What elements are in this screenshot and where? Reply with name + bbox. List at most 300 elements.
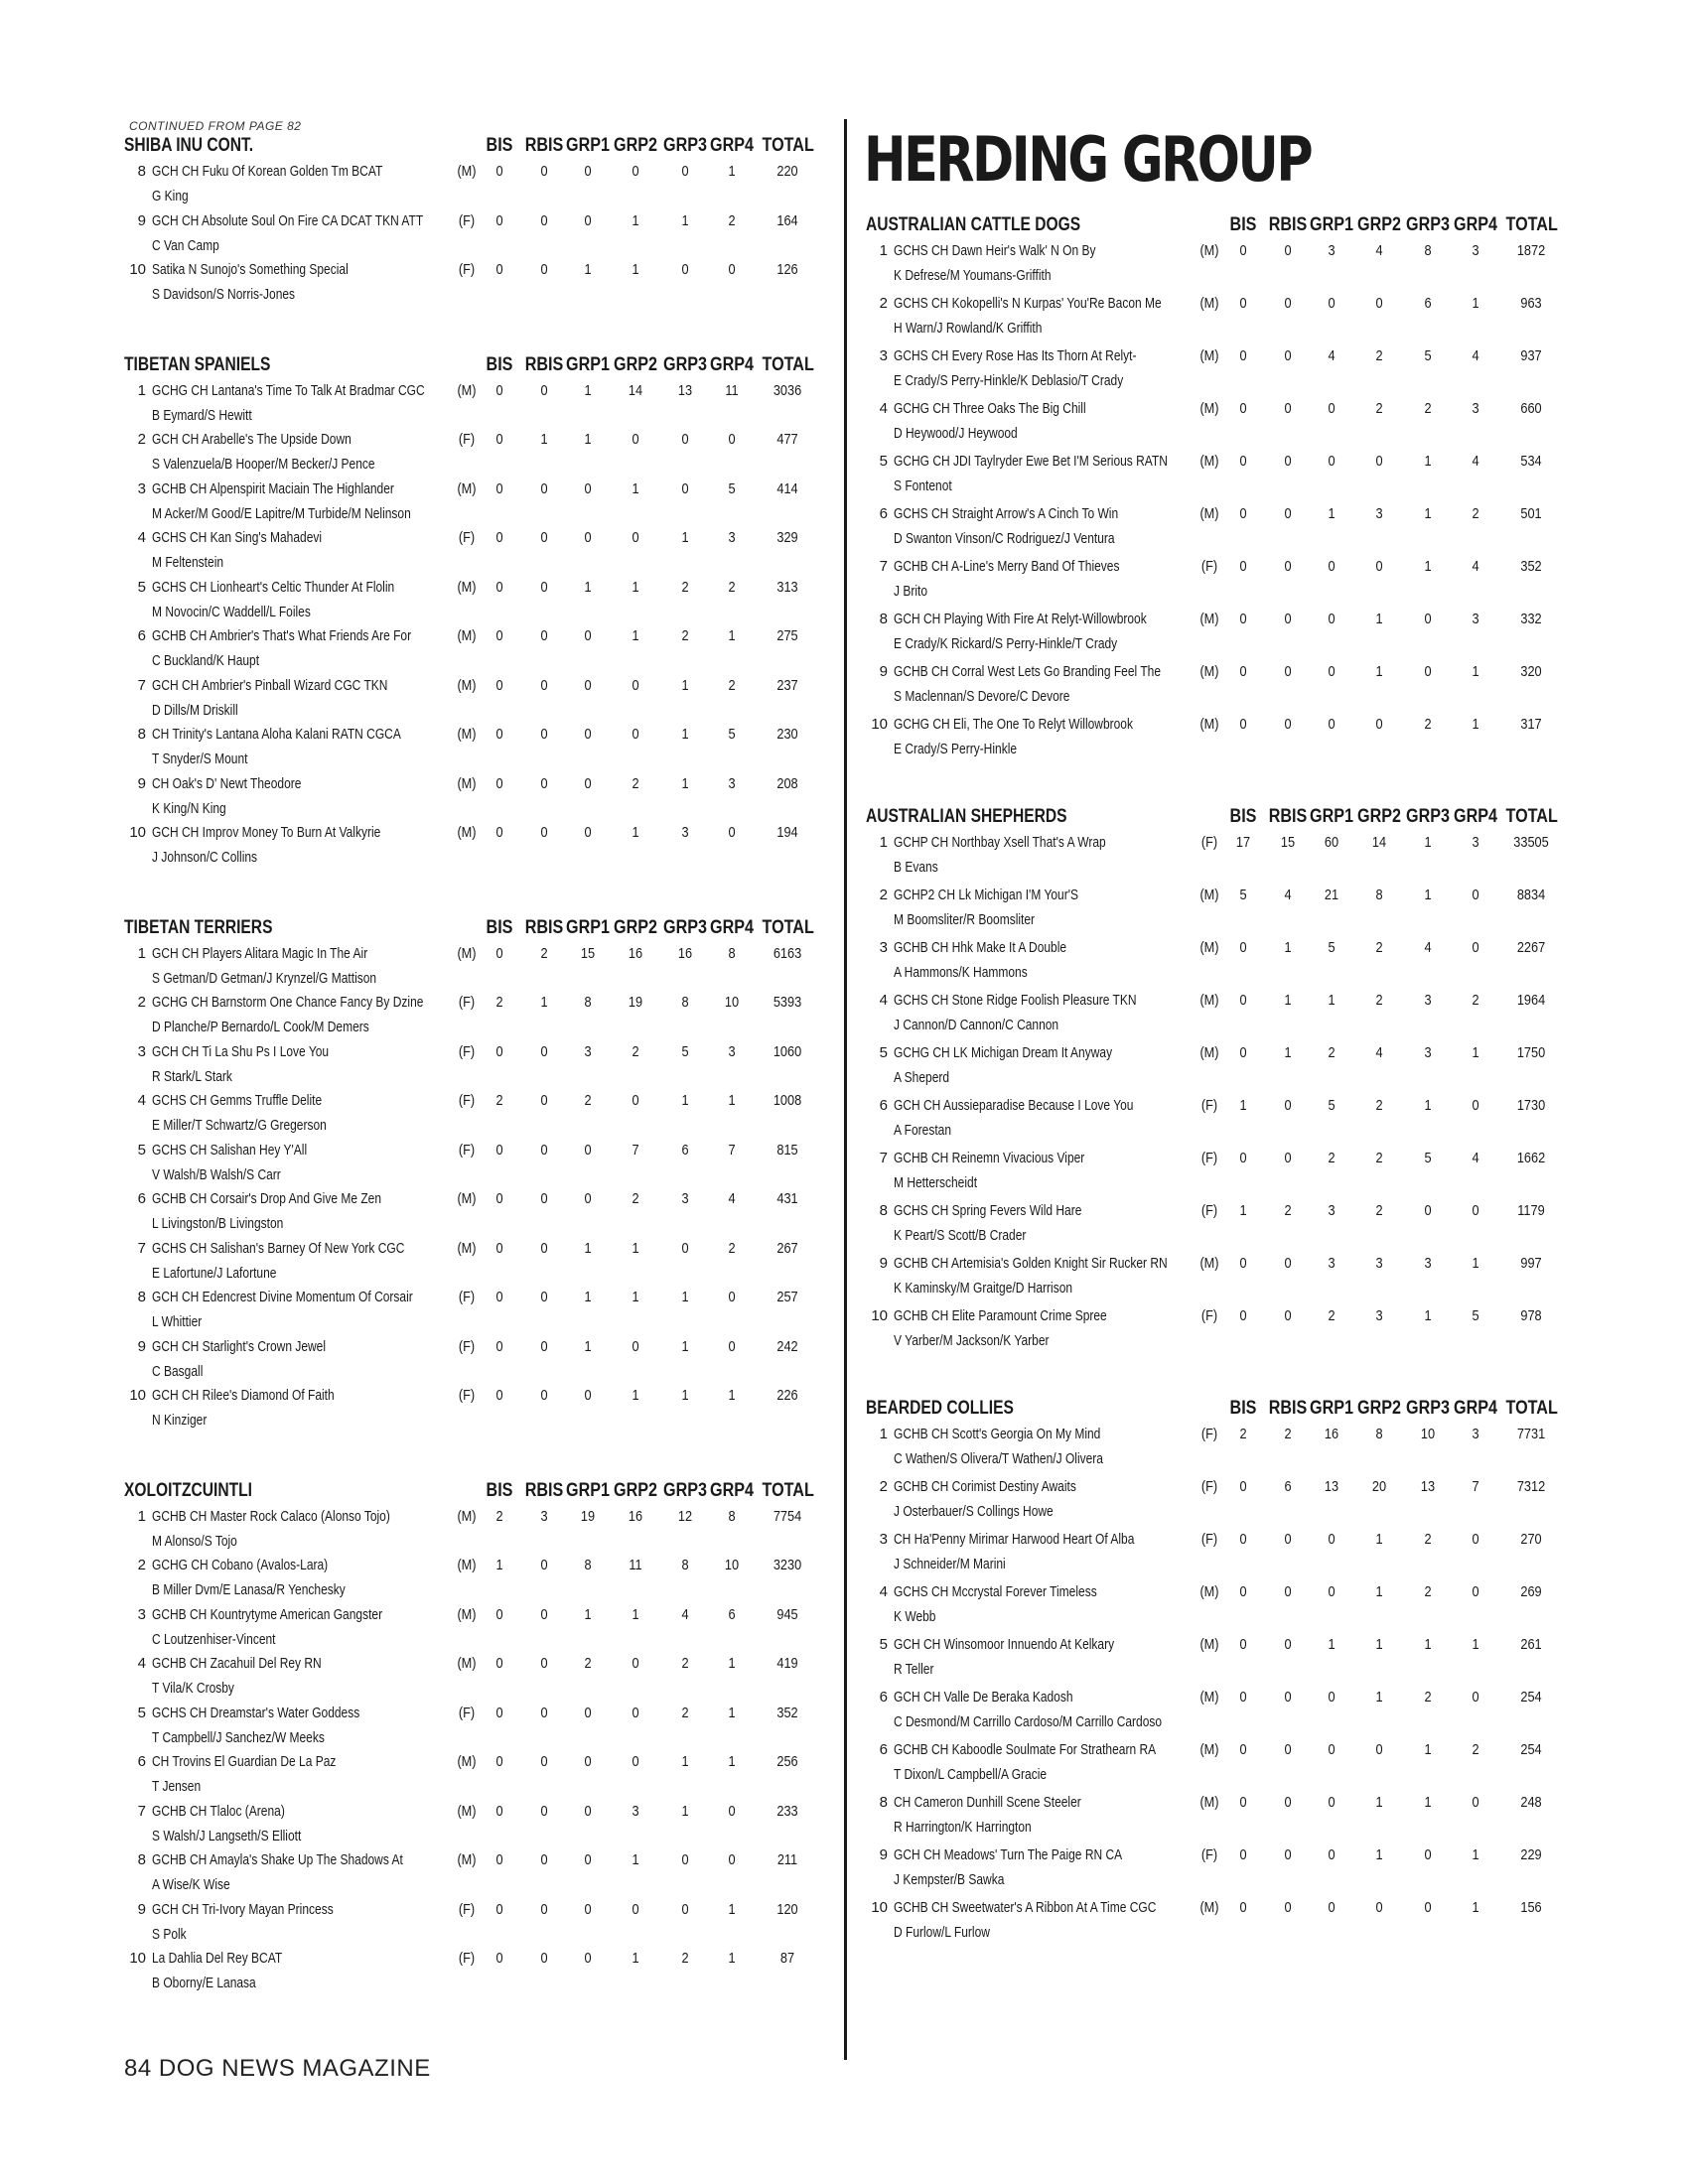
- stat-grp3: 4: [1424, 939, 1432, 956]
- stat-grp1: 0: [1328, 1846, 1336, 1863]
- stat-grp3: 8: [1424, 242, 1432, 259]
- column-header-rbis: RBIS: [1268, 214, 1308, 235]
- stat-grp4: 3: [1472, 242, 1479, 259]
- owner-names: D Planche/P Bernardo/L Cook/M Demers: [152, 1019, 369, 1035]
- dog-name: GCHS CH Salishan's Barney Of New York CGC: [152, 1239, 405, 1257]
- stat-total: 2267: [1516, 939, 1546, 956]
- sex: (M): [1199, 939, 1219, 956]
- stat-grp3: 1: [681, 1337, 689, 1355]
- stat-total: 815: [776, 1141, 798, 1159]
- rank-number: 4: [137, 529, 146, 546]
- stat-grp2: 16: [628, 944, 643, 962]
- stat-grp3: 2: [1424, 1689, 1432, 1706]
- dog-name: GCHB CH Reinemn Vivacious Viper: [894, 1150, 1085, 1166]
- stat-grp1: 0: [584, 1190, 592, 1207]
- dog-name: GCHS CH Mccrystal Forever Timeless: [894, 1583, 1097, 1600]
- stat-rbis: 4: [1284, 887, 1292, 903]
- dog-name: GCH CH Winsomoor Innuendo At Kelkary: [894, 1636, 1115, 1653]
- stat-grp1: 1: [584, 1605, 592, 1623]
- stat-rbis: 0: [540, 774, 548, 792]
- owner-names: T Vila/K Crosby: [152, 1680, 234, 1697]
- owner-names: C Van Camp: [152, 236, 219, 254]
- stat-total: 208: [776, 774, 798, 792]
- stat-rbis: 0: [1284, 1307, 1292, 1324]
- owner-names: J Brito: [894, 583, 928, 600]
- rank-number: 2: [879, 887, 888, 903]
- stat-total: 1008: [773, 1092, 802, 1109]
- dog-name: GCHB CH Scott's Georgia On My Mind: [894, 1426, 1101, 1442]
- rank-number: 10: [129, 824, 146, 841]
- breed-section: [866, 806, 1558, 1349]
- stat-grp3: 0: [1424, 611, 1432, 627]
- rank-number: 7: [879, 558, 888, 575]
- column-header-total: TOTAL: [762, 1479, 814, 1501]
- stat-total: 33505: [1513, 834, 1549, 851]
- stat-bis: 0: [495, 944, 503, 962]
- stat-bis: 5: [1239, 887, 1247, 903]
- list-item: [124, 1851, 819, 1904]
- column-header-grp2: GRP2: [1357, 806, 1401, 827]
- dog-name: GCHG CH LK Michigan Dream It Anyway: [894, 1044, 1113, 1061]
- stat-rbis: 0: [1284, 347, 1292, 364]
- stat-grp1: 0: [584, 211, 592, 229]
- breed-header: [124, 917, 819, 943]
- stat-grp1: 1: [584, 1239, 592, 1257]
- stat-grp4: 3: [728, 774, 736, 792]
- stat-grp2: 2: [1375, 1150, 1383, 1166]
- stat-grp1: 1: [1328, 992, 1336, 1009]
- owner-names: G King: [152, 188, 189, 205]
- column-header-rbis: RBIS: [524, 353, 564, 375]
- column-header-bis: BIS: [486, 353, 513, 375]
- column-header-grp4: GRP4: [1454, 214, 1497, 235]
- owner-names: N Kinziger: [152, 1412, 208, 1429]
- stat-grp1: 2: [584, 1655, 592, 1672]
- sex: (M): [457, 1239, 477, 1257]
- rank-number: 10: [871, 716, 888, 733]
- stat-grp3: 2: [681, 627, 689, 644]
- stat-rbis: 0: [540, 1900, 548, 1918]
- sex: (M): [457, 1655, 477, 1672]
- column-header-total: TOTAL: [1505, 806, 1558, 827]
- stat-total: 275: [776, 627, 798, 644]
- list-item: [124, 994, 819, 1046]
- stat-grp1: 2: [1328, 1307, 1336, 1324]
- breed-section: [124, 916, 819, 1429]
- stat-grp4: 1: [1472, 663, 1479, 680]
- sex: (F): [458, 1289, 476, 1305]
- stat-total: 352: [776, 1704, 798, 1721]
- owner-names: S Getman/D Getman/J Krynzel/G Mattison: [152, 969, 377, 987]
- stat-grp2: 0: [632, 1337, 639, 1355]
- stat-bis: 0: [1239, 1689, 1247, 1706]
- dog-name: GCHG CH Barnstorm One Chance Fancy By Dzine: [152, 994, 424, 1011]
- list-item: [124, 382, 819, 435]
- breed-header: [124, 135, 819, 161]
- owner-names: V Walsh/B Walsh/S Carr: [152, 1165, 281, 1183]
- dog-name: GCHB CH Zacahuil Del Rey RN: [152, 1655, 322, 1672]
- stat-total: 229: [1520, 1846, 1542, 1863]
- stat-total: 431: [776, 1190, 798, 1207]
- stat-bis: 0: [495, 1704, 503, 1721]
- stat-grp1: 0: [1328, 453, 1336, 470]
- breed-name: XOLOITZCUINTLI: [124, 1479, 252, 1501]
- owner-names: C Basgall: [152, 1362, 204, 1380]
- list-item: [866, 1426, 1551, 1478]
- list-item: [124, 677, 819, 730]
- stat-bis: 0: [1239, 1307, 1247, 1324]
- stat-rbis: 0: [540, 1092, 548, 1109]
- stat-grp1: 0: [1328, 611, 1336, 627]
- sex: (M): [457, 1557, 477, 1573]
- stat-bis: 0: [495, 431, 503, 448]
- sex: (M): [457, 944, 477, 962]
- sex: (M): [457, 1802, 477, 1820]
- dog-name: GCH CH Starlight's Crown Jewel: [152, 1337, 327, 1355]
- column-header-rbis: RBIS: [1268, 1398, 1308, 1419]
- column-header-grp3: GRP3: [663, 1479, 707, 1501]
- stat-grp2: 1: [632, 1605, 639, 1623]
- stat-grp4: 3: [728, 1042, 736, 1060]
- list-item: [124, 529, 819, 582]
- breed-name: AUSTRALIAN CATTLE DOGS: [866, 214, 1081, 235]
- stat-bis: 0: [1239, 992, 1247, 1009]
- sex: (M): [1199, 505, 1219, 522]
- list-item: [124, 1508, 819, 1561]
- stat-grp2: 3: [1375, 1307, 1383, 1324]
- stat-grp2: 1: [632, 627, 639, 644]
- stat-total: 329: [776, 529, 798, 546]
- stat-bis: 1: [495, 1557, 503, 1573]
- sex: (F): [1200, 834, 1218, 851]
- stat-grp1: 0: [584, 479, 592, 497]
- stat-bis: 0: [495, 1802, 503, 1820]
- owner-names: B Oborny/E Lanasa: [152, 1975, 256, 1991]
- breed-header: [124, 354, 819, 380]
- stat-grp2: 0: [632, 431, 639, 448]
- stat-grp4: 0: [728, 261, 736, 278]
- stat-grp3: 1: [1424, 1307, 1432, 1324]
- stat-grp4: 0: [1472, 1531, 1479, 1548]
- stat-rbis: 0: [540, 1802, 548, 1820]
- dog-name: GCHS CH Straight Arrow's A Cinch To Win: [894, 505, 1119, 522]
- rank-number: 8: [879, 1202, 888, 1219]
- list-item: [124, 1803, 819, 1855]
- stat-grp4: 1: [728, 1900, 736, 1918]
- rank-number: 6: [879, 505, 888, 522]
- stat-grp3: 3: [1424, 1044, 1432, 1061]
- owner-names: C Wathen/S Olivera/T Wathen/J Olivera: [894, 1450, 1103, 1467]
- list-item: [124, 579, 819, 631]
- stat-rbis: 1: [1284, 939, 1292, 956]
- dog-name: GCH CH Rilee's Diamond Of Faith: [152, 1387, 335, 1404]
- stat-grp2: 1: [1375, 663, 1383, 680]
- stat-grp3: 8: [681, 994, 689, 1011]
- stat-grp1: 5: [1328, 939, 1336, 956]
- stat-bis: 0: [1239, 1531, 1247, 1548]
- stat-grp3: 3: [681, 1190, 689, 1207]
- stat-grp4: 1: [1472, 1255, 1479, 1272]
- stat-grp4: 10: [724, 994, 740, 1011]
- stat-total: 7754: [773, 1507, 802, 1525]
- dog-name: GCHS CH Gemms Truffle Delite: [152, 1092, 323, 1109]
- owner-names: K Peart/S Scott/B Crader: [894, 1227, 1027, 1244]
- stat-grp4: 1: [728, 1092, 736, 1109]
- dog-name: GCHB CH Kaboodle Soulmate For Strathearn RA: [894, 1741, 1157, 1758]
- sex: (M): [457, 1851, 477, 1868]
- stat-total: 937: [1520, 347, 1542, 364]
- sex: (F): [1200, 1202, 1218, 1219]
- stat-grp2: 4: [1375, 1044, 1383, 1061]
- rank-number: 2: [137, 431, 146, 448]
- stat-grp2: 2: [632, 1190, 639, 1207]
- stat-grp2: 3: [632, 1802, 639, 1820]
- rank-number: 9: [137, 211, 146, 229]
- list-item: [866, 992, 1551, 1044]
- stat-bis: 0: [495, 1190, 503, 1207]
- stat-grp1: 2: [1328, 1044, 1336, 1061]
- stat-bis: 1: [1239, 1202, 1247, 1219]
- stat-total: 997: [1520, 1255, 1542, 1272]
- column-header-grp3: GRP3: [1406, 1398, 1450, 1419]
- stat-grp4: 1: [1472, 1636, 1479, 1653]
- list-item: [866, 887, 1551, 939]
- stat-grp1: 0: [584, 163, 592, 180]
- stat-grp4: 1: [1472, 1044, 1479, 1061]
- column-header-grp1: GRP1: [566, 353, 610, 375]
- stat-grp1: 1: [584, 578, 592, 596]
- list-item: [866, 1150, 1551, 1202]
- stat-grp3: 1: [681, 774, 689, 792]
- list-item: [124, 1705, 819, 1757]
- owner-names: K Kaminsky/M Graitge/D Harrison: [894, 1280, 1073, 1297]
- stat-grp1: 0: [1328, 558, 1336, 575]
- stat-total: 352: [1520, 558, 1542, 575]
- sex: (M): [457, 726, 477, 743]
- stat-total: 414: [776, 479, 798, 497]
- stat-grp4: 0: [1472, 1794, 1479, 1811]
- owner-names: V Yarber/M Jackson/K Yarber: [894, 1332, 1050, 1349]
- sex: (M): [1199, 1044, 1219, 1061]
- stat-grp3: 0: [1424, 1846, 1432, 1863]
- sex: (M): [1199, 992, 1219, 1009]
- stat-grp3: 1: [681, 529, 689, 546]
- dog-name: GCHG CH Lantana's Time To Talk At Bradmar CGC: [152, 381, 425, 399]
- dog-name: GCHB CH Master Rock Calaco (Alonso Tojo): [152, 1507, 390, 1525]
- stat-total: 978: [1520, 1307, 1542, 1324]
- rank-number: 5: [137, 1141, 146, 1159]
- stat-grp3: 5: [1424, 1150, 1432, 1166]
- stat-grp4: 0: [728, 1337, 736, 1355]
- dog-name: GCH CH Valle De Beraka Kadosh: [894, 1689, 1073, 1706]
- dog-name: GCH CH Ambrier's Pinball Wizard CGC TKN: [152, 676, 388, 694]
- owner-names: T Snyder/S Mount: [152, 751, 248, 767]
- stat-grp3: 0: [1424, 1202, 1432, 1219]
- stat-grp1: 3: [1328, 1255, 1336, 1272]
- stat-rbis: 1: [1284, 992, 1292, 1009]
- stat-grp4: 0: [728, 431, 736, 448]
- column-header-total: TOTAL: [762, 916, 814, 938]
- stat-grp1: 1: [584, 431, 592, 448]
- stat-total: 5393: [773, 994, 802, 1011]
- sex: (M): [1199, 1741, 1219, 1758]
- owner-names: K Defrese/M Youmans-Griffith: [894, 267, 1052, 284]
- stat-grp4: 0: [1472, 1583, 1479, 1600]
- stat-bis: 2: [495, 1507, 503, 1525]
- dog-name: GCHB CH Amayla's Shake Up The Shadows At: [152, 1851, 403, 1868]
- stat-grp3: 1: [681, 1387, 689, 1404]
- list-item: [124, 1142, 819, 1194]
- list-item: [124, 261, 819, 314]
- stat-grp2: 1: [1375, 611, 1383, 627]
- stat-total: 242: [776, 1337, 798, 1355]
- rank-number: 6: [137, 1753, 146, 1770]
- stat-rbis: 0: [540, 1239, 548, 1257]
- stat-grp1: 0: [584, 1900, 592, 1918]
- column-header-grp3: GRP3: [1406, 806, 1450, 827]
- owner-names: J Cannon/D Cannon/C Cannon: [894, 1017, 1059, 1033]
- column-header-grp3: GRP3: [663, 916, 707, 938]
- list-item: [124, 1557, 819, 1609]
- continued-note: CONTINUED FROM PAGE 82: [129, 119, 302, 133]
- list-item: [866, 453, 1551, 505]
- dog-name: GCH CH Arabelle's The Upside Down: [152, 431, 352, 448]
- list-item: [866, 663, 1551, 716]
- rank-number: 5: [137, 578, 146, 596]
- dog-name: GCH CH Fuku Of Korean Golden Tm BCAT: [152, 163, 383, 180]
- stat-grp4: 4: [1472, 558, 1479, 575]
- stat-grp3: 1: [1424, 1794, 1432, 1811]
- stat-grp2: 1: [632, 479, 639, 497]
- dog-name: GCHB CH A-Line's Merry Band Of Thieves: [894, 558, 1120, 575]
- breed-name: SHIBA INU CONT.: [124, 135, 254, 156]
- list-item: [124, 431, 819, 483]
- list-item: [124, 1092, 819, 1145]
- stat-bis: 0: [495, 1337, 503, 1355]
- stat-grp2: 2: [1375, 400, 1383, 417]
- owner-names: M Hetterscheidt: [894, 1174, 978, 1191]
- sex: (F): [1200, 1150, 1218, 1166]
- stat-rbis: 0: [540, 1190, 548, 1207]
- stat-rbis: 0: [540, 578, 548, 596]
- rank-number: 1: [137, 381, 146, 399]
- rank-number: 4: [879, 1583, 888, 1600]
- stat-rbis: 0: [540, 1605, 548, 1623]
- sex: (M): [1199, 1255, 1219, 1272]
- stat-grp4: 1: [728, 1753, 736, 1770]
- list-item: [866, 505, 1551, 558]
- stat-grp1: 0: [1328, 295, 1336, 312]
- stat-total: 269: [1520, 1583, 1542, 1600]
- stat-grp3: 0: [681, 261, 689, 278]
- rank-number: 8: [137, 1851, 146, 1868]
- rank-number: 6: [137, 1190, 146, 1207]
- stat-grp4: 2: [1472, 505, 1479, 522]
- stat-bis: 2: [495, 994, 503, 1011]
- owner-names: A Wise/K Wise: [152, 1876, 230, 1893]
- dog-name: GCH CH Aussieparadise Because I Love You: [894, 1097, 1134, 1114]
- stat-grp1: 0: [1328, 1794, 1336, 1811]
- stat-bis: 0: [495, 261, 503, 278]
- dog-name: GCHB CH Corral West Lets Go Branding Feel The: [894, 663, 1161, 680]
- stat-bis: 0: [495, 824, 503, 841]
- stat-grp3: 1: [681, 1753, 689, 1770]
- owner-names: E Lafortune/J Lafortune: [152, 1264, 277, 1282]
- list-item: [866, 1583, 1551, 1636]
- stat-total: 1964: [1516, 992, 1546, 1009]
- stat-bis: 0: [495, 1387, 503, 1404]
- stat-bis: 0: [495, 1655, 503, 1672]
- rank-number: 7: [137, 676, 146, 694]
- dog-name: GCHS CH Dawn Heir's Walk' N On By: [894, 242, 1096, 259]
- stat-bis: 0: [495, 676, 503, 694]
- list-item: [124, 1606, 819, 1659]
- column-header-grp3: GRP3: [663, 353, 707, 375]
- column-header-total: TOTAL: [1505, 214, 1558, 235]
- dog-name: GCHS CH Spring Fevers Wild Hare: [894, 1202, 1082, 1219]
- dog-name: GCHS CH Stone Ridge Foolish Pleasure TKN: [894, 992, 1137, 1009]
- stat-total: 254: [1520, 1741, 1542, 1758]
- owner-names: R Harrington/K Harrington: [894, 1819, 1032, 1836]
- rank-number: 3: [137, 1605, 146, 1623]
- stat-grp3: 1: [1424, 505, 1432, 522]
- stat-grp1: 0: [584, 1802, 592, 1820]
- sex: (M): [457, 1507, 477, 1525]
- stat-bis: 0: [1239, 1255, 1247, 1272]
- stat-grp3: 0: [681, 1239, 689, 1257]
- stat-grp1: 16: [1324, 1426, 1339, 1442]
- stat-bis: 0: [495, 211, 503, 229]
- stat-grp4: 10: [724, 1557, 740, 1573]
- stat-bis: 0: [1239, 1899, 1247, 1916]
- stat-grp1: 19: [580, 1507, 596, 1525]
- stat-rbis: 0: [540, 1557, 548, 1573]
- sex: (F): [458, 261, 476, 278]
- rank-number: 4: [137, 1092, 146, 1109]
- stat-total: 126: [776, 261, 798, 278]
- stat-grp3: 1: [1424, 887, 1432, 903]
- dog-name: GCHS CH Kokopelli's N Kurpas' You'Re Bacon Me: [894, 295, 1162, 312]
- breed-section: [866, 1398, 1558, 1941]
- stat-grp3: 0: [681, 479, 689, 497]
- stat-grp4: 0: [1472, 887, 1479, 903]
- stat-grp1: 0: [584, 1704, 592, 1721]
- rank-number: 6: [879, 1689, 888, 1706]
- stat-grp3: 6: [1424, 295, 1432, 312]
- stat-grp3: 6: [681, 1141, 689, 1159]
- dog-name: GCHB CH Corimist Destiny Awaits: [894, 1478, 1076, 1495]
- stat-grp2: 8: [1375, 1426, 1383, 1442]
- breed-section: [866, 214, 1558, 757]
- stat-total: 220: [776, 163, 798, 180]
- list-item: [124, 1901, 819, 1954]
- stat-bis: 0: [1239, 1044, 1247, 1061]
- list-item: [124, 163, 819, 215]
- dog-name: GCHB CH Kountrytyme American Gangster: [152, 1605, 383, 1623]
- rank-number: 10: [129, 261, 146, 278]
- dog-name: GCHB CH Artemisia's Golden Knight Sir Rucker RN: [894, 1255, 1168, 1272]
- stat-grp2: 1: [1375, 1531, 1383, 1548]
- sex: (M): [1199, 1636, 1219, 1653]
- stat-grp1: 8: [584, 1557, 592, 1573]
- stat-rbis: 0: [1284, 663, 1292, 680]
- list-item: [124, 1753, 819, 1806]
- stat-grp2: 0: [1375, 295, 1383, 312]
- rank-number: 2: [137, 994, 146, 1011]
- list-item: [866, 1846, 1551, 1899]
- stat-grp1: 5: [1328, 1097, 1336, 1114]
- stat-total: 3230: [773, 1557, 802, 1573]
